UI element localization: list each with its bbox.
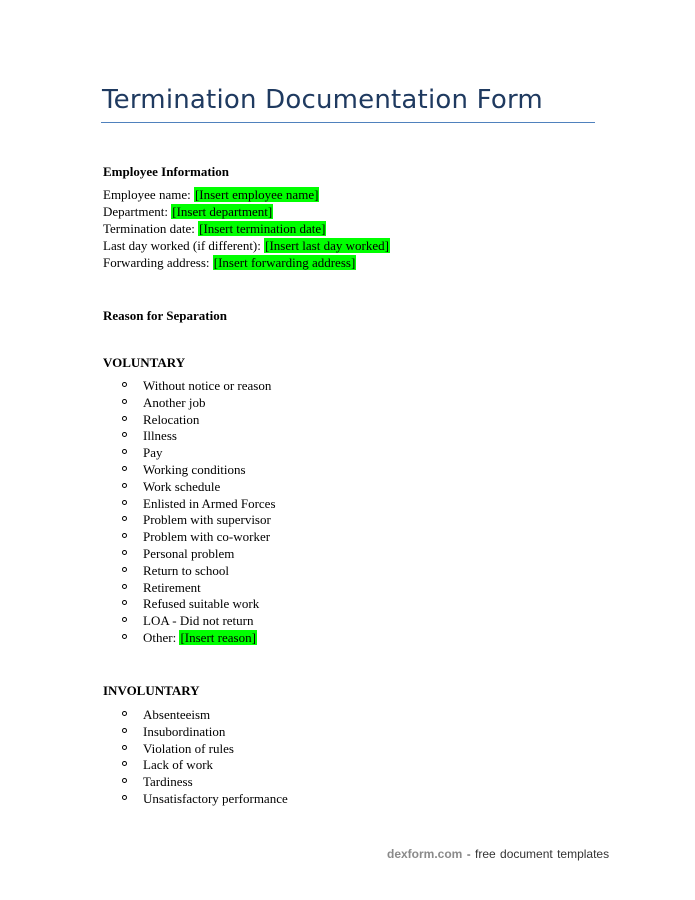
reason-label: Problem with co-worker xyxy=(143,529,271,545)
footer xyxy=(387,846,609,862)
field-department xyxy=(103,203,390,220)
field-forwarding-address xyxy=(103,254,390,271)
reason-label: Personal problem xyxy=(143,545,235,561)
field-placeholder[interactable]: [Insert termination date] xyxy=(199,221,326,236)
other-reason-placeholder[interactable]: [Insert reason] xyxy=(180,629,256,645)
field-label: Termination date: xyxy=(103,221,199,236)
reason-label: Another job xyxy=(143,394,206,410)
field-placeholder[interactable]: [Insert forwarding address] xyxy=(213,255,356,270)
circle-bullet-icon xyxy=(122,778,127,783)
circle-bullet-icon xyxy=(122,584,127,589)
footer-tagline: - free document templates xyxy=(462,847,610,861)
reason-label: Work schedule xyxy=(143,478,221,494)
field-termination-date xyxy=(103,220,390,237)
other-label: Other: xyxy=(143,629,180,645)
reason-label: Relocation xyxy=(143,411,200,427)
circle-bullet-icon xyxy=(122,745,127,750)
circle-bullet-icon xyxy=(122,432,127,437)
circle-bullet-icon xyxy=(122,617,127,622)
circle-bullet-icon xyxy=(122,533,127,538)
reason-label: Insubordination xyxy=(143,723,226,739)
circle-bullet-icon xyxy=(122,795,127,800)
circle-bullet-icon xyxy=(122,449,127,454)
reason-label: Enlisted in Armed Forces xyxy=(143,495,276,511)
reason-label: Return to school xyxy=(143,562,229,578)
reason-label: Tardiness xyxy=(143,774,193,790)
field-label: Forwarding address: xyxy=(103,255,213,270)
circle-bullet-icon xyxy=(122,516,127,521)
reason-label: Without notice or reason xyxy=(143,378,272,393)
document-title: Termination Documentation Form xyxy=(102,85,543,115)
footer-brand-link[interactable]: dexform.com xyxy=(387,847,463,861)
involuntary-heading: INVOLUNTARY xyxy=(103,683,200,698)
reason-label: Retirement xyxy=(143,579,201,595)
field-last-day-worked xyxy=(103,237,390,254)
separation-heading: Reason for Separation xyxy=(103,308,227,323)
circle-bullet-icon xyxy=(122,483,127,488)
reason-label: Refused suitable work xyxy=(143,596,260,612)
reason-label: Unsatisfactory performance xyxy=(143,790,288,806)
circle-bullet-icon xyxy=(122,382,127,387)
circle-bullet-icon xyxy=(122,728,127,733)
field-label: Employee name: xyxy=(103,187,194,202)
reason-label: Absenteeism xyxy=(143,707,211,722)
reason-label: Pay xyxy=(143,445,163,461)
reason-label: Problem with supervisor xyxy=(143,512,271,528)
circle-bullet-icon xyxy=(122,416,127,421)
reason-other xyxy=(143,629,257,646)
field-employee-name xyxy=(103,186,390,203)
circle-bullet-icon xyxy=(122,500,127,505)
field-label: Department: xyxy=(103,204,172,219)
employee-info-fields xyxy=(103,186,390,271)
reason-label: LOA - Did not return xyxy=(143,613,254,629)
circle-bullet-icon xyxy=(122,399,127,404)
reason-label: Illness xyxy=(143,428,177,444)
circle-bullet-icon xyxy=(122,550,127,555)
title-underline xyxy=(101,122,595,123)
voluntary-heading: VOLUNTARY xyxy=(103,355,186,370)
field-placeholder[interactable]: [Insert department] xyxy=(172,204,273,219)
reason-label: Working conditions xyxy=(143,461,246,477)
field-placeholder[interactable]: [Insert last day worked] xyxy=(265,238,389,253)
circle-bullet-icon xyxy=(122,567,127,572)
reason-label: Violation of rules xyxy=(143,740,234,756)
circle-bullet-icon xyxy=(122,761,127,766)
field-placeholder[interactable]: [Insert employee name] xyxy=(194,187,319,202)
employee-info-heading: Employee Information xyxy=(103,164,230,179)
circle-bullet-icon xyxy=(122,711,127,716)
field-label: Last day worked (if different): xyxy=(103,238,265,253)
circle-bullet-icon xyxy=(122,634,127,639)
circle-bullet-icon xyxy=(122,466,127,471)
circle-bullet-icon xyxy=(122,600,127,605)
reason-label: Lack of work xyxy=(143,757,214,773)
